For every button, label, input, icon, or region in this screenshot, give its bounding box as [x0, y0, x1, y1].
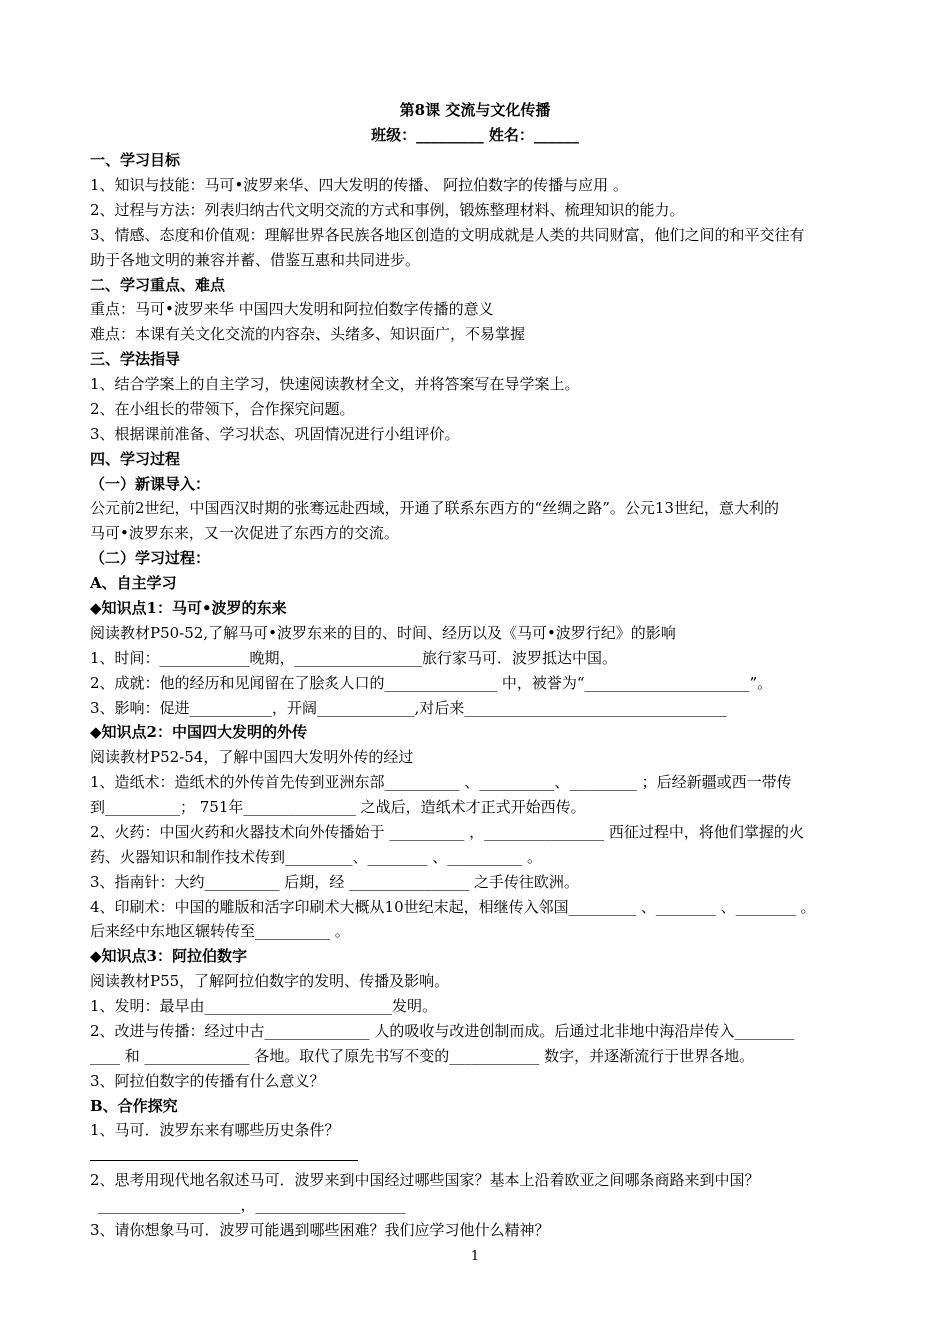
fill-blank-line: 药、火器知识和制作技术传到_________、________ 、__________ 。: [90, 848, 543, 866]
answer-rule: [90, 1160, 358, 1161]
text-line: 阅读教材P55，了解阿拉伯数字的发明、传播及影响。: [90, 972, 450, 990]
fill-blank-line: 到__________； 751年_______________ 之战后，造纸术才正式开始西传。: [90, 798, 586, 816]
text-line: 2、过程与方法：列表归纳古代文明交流的方式和事例，锻炼整理材料、梳理知识的能力。: [90, 201, 685, 219]
fill-blank-line: 4、印刷术：中国的雕版和活字印刷术大概从10世纪末起，相继传入邻国_________ 、________ 、________ 。: [90, 898, 816, 916]
fill-blank-line: 1、时间：____________晚期，_________________旅行家马可．波罗抵达中国。: [90, 649, 618, 667]
question-line: 1、马可．波罗东来有哪些历史条件？: [90, 1121, 340, 1139]
text-line: 助于各地文明的兼容并蓄、借鉴互惠和共同进步。: [90, 251, 421, 269]
text-line: 2、在小组长的带领下，合作探究问题。: [90, 400, 355, 418]
fill-blank-line: 2、火药：中国火药和火器技术向外传播始于 __________ ，________________ 西征过程中，将他们掌握的火: [90, 823, 804, 841]
knowledge-point-heading: ◆知识点3：阿拉伯数字: [90, 947, 247, 965]
page-number: 1: [470, 1249, 480, 1264]
question-line: 2、思考用现代地名叙述马可．波罗来到中国经过哪些国家？基本上沿着欧亚之间哪条商路来到中国？: [90, 1171, 760, 1189]
text-line: 3、根据课前准备、学习状态、巩固情况进行小组评价。: [90, 425, 460, 443]
fill-blank-line: 1、发明：最早由_________________________发明。: [90, 997, 438, 1015]
section-heading: 三、学法指导: [90, 350, 181, 368]
fill-blank-line: 2、改进与传播：经过中古______________ 人的吸收与改进创制而成。后通过北非地中海沿岸传入________: [90, 1022, 795, 1040]
fill-blank-line: ____ 和 ______________ 各地。取代了原先书写不变的____________ 数字，并逐渐流行于世界各地。: [90, 1047, 755, 1065]
text-line: 阅读教材P50-52,了解马可•波罗东来的目的、时间、经历以及《马可•波罗行纪》的影响: [90, 624, 676, 642]
lesson-title: 第8课 交流与文化传播: [399, 101, 551, 119]
subsection-heading: A、自主学习: [90, 574, 177, 592]
text-line: 马可•波罗东来，又一次促进了东西方的交流。: [90, 524, 399, 542]
section-heading: 二、学习重点、难点: [90, 276, 226, 294]
subsection-heading: （一）新课导入：: [90, 475, 211, 493]
fill-blank-line: 3、影响：促进___________，开阔_____________,对后来___________________________________: [90, 699, 727, 717]
fill-blank-line: ___________________，____________________: [98, 1196, 406, 1214]
question-line: 3、请你想象马可．波罗可能遇到哪些困难？我们应学习他什么精神？: [90, 1221, 550, 1239]
fill-blank-line: 2、成就：他的经历和见闻留在了脍炙人口的_______________ 中，被誉为“______________________”。: [90, 674, 773, 692]
fill-blank-line: 后来经中东地区辗转传至__________ 。: [90, 922, 350, 940]
text-line: 公元前2世纪，中国西汉时期的张骞远赴西域，开通了联系东西方的“丝绸之路”。公元13世纪，意大利的: [90, 499, 779, 517]
text-line: 1、知识与技能：马可•波罗来华、四大发明的传播、 阿拉伯数字的传播与应用 。: [90, 176, 628, 194]
text-line: 难点：本课有关文化交流的内容杂、头绪多、知识面广，不易掌握: [90, 325, 526, 343]
question-line: 3、阿拉伯数字的传播有什么意义？: [90, 1072, 325, 1090]
text-line: 阅读教材P52-54，了解中国四大发明外传的经过: [90, 748, 414, 766]
knowledge-point-heading: ◆知识点1：马可•波罗的东来: [90, 599, 287, 617]
text-line: 1、结合学案上的自主学习，快速阅读教材全文，并将答案写在导学案上。: [90, 375, 580, 393]
fill-blank-line: 3、指南针：大约__________ 后期，经 ________________ 之手传往欧洲。: [90, 873, 579, 891]
class-name-line: 班级：_________ 姓名：______: [371, 126, 579, 144]
text-line: 3、情感、态度和价值观：理解世界各民族各地区创造的文明成就是人类的共同财富，他们之间的和平交往有: [90, 226, 805, 244]
section-heading: 四、学习过程: [90, 450, 181, 468]
knowledge-point-heading: ◆知识点2：中国四大发明的外传: [90, 723, 307, 741]
section-heading: 一、学习目标: [90, 151, 181, 169]
subsection-heading: B、合作探究: [90, 1097, 178, 1115]
subsection-heading: （二）学习过程：: [90, 549, 211, 567]
text-line: 重点：马可•波罗来华 中国四大发明和阿拉伯数字传播的意义: [90, 300, 494, 318]
fill-blank-line: 1、造纸术：造纸术的外传首先传到亚洲东部__________ 、__________、_________ ；后经新疆或西一带传: [90, 773, 792, 791]
